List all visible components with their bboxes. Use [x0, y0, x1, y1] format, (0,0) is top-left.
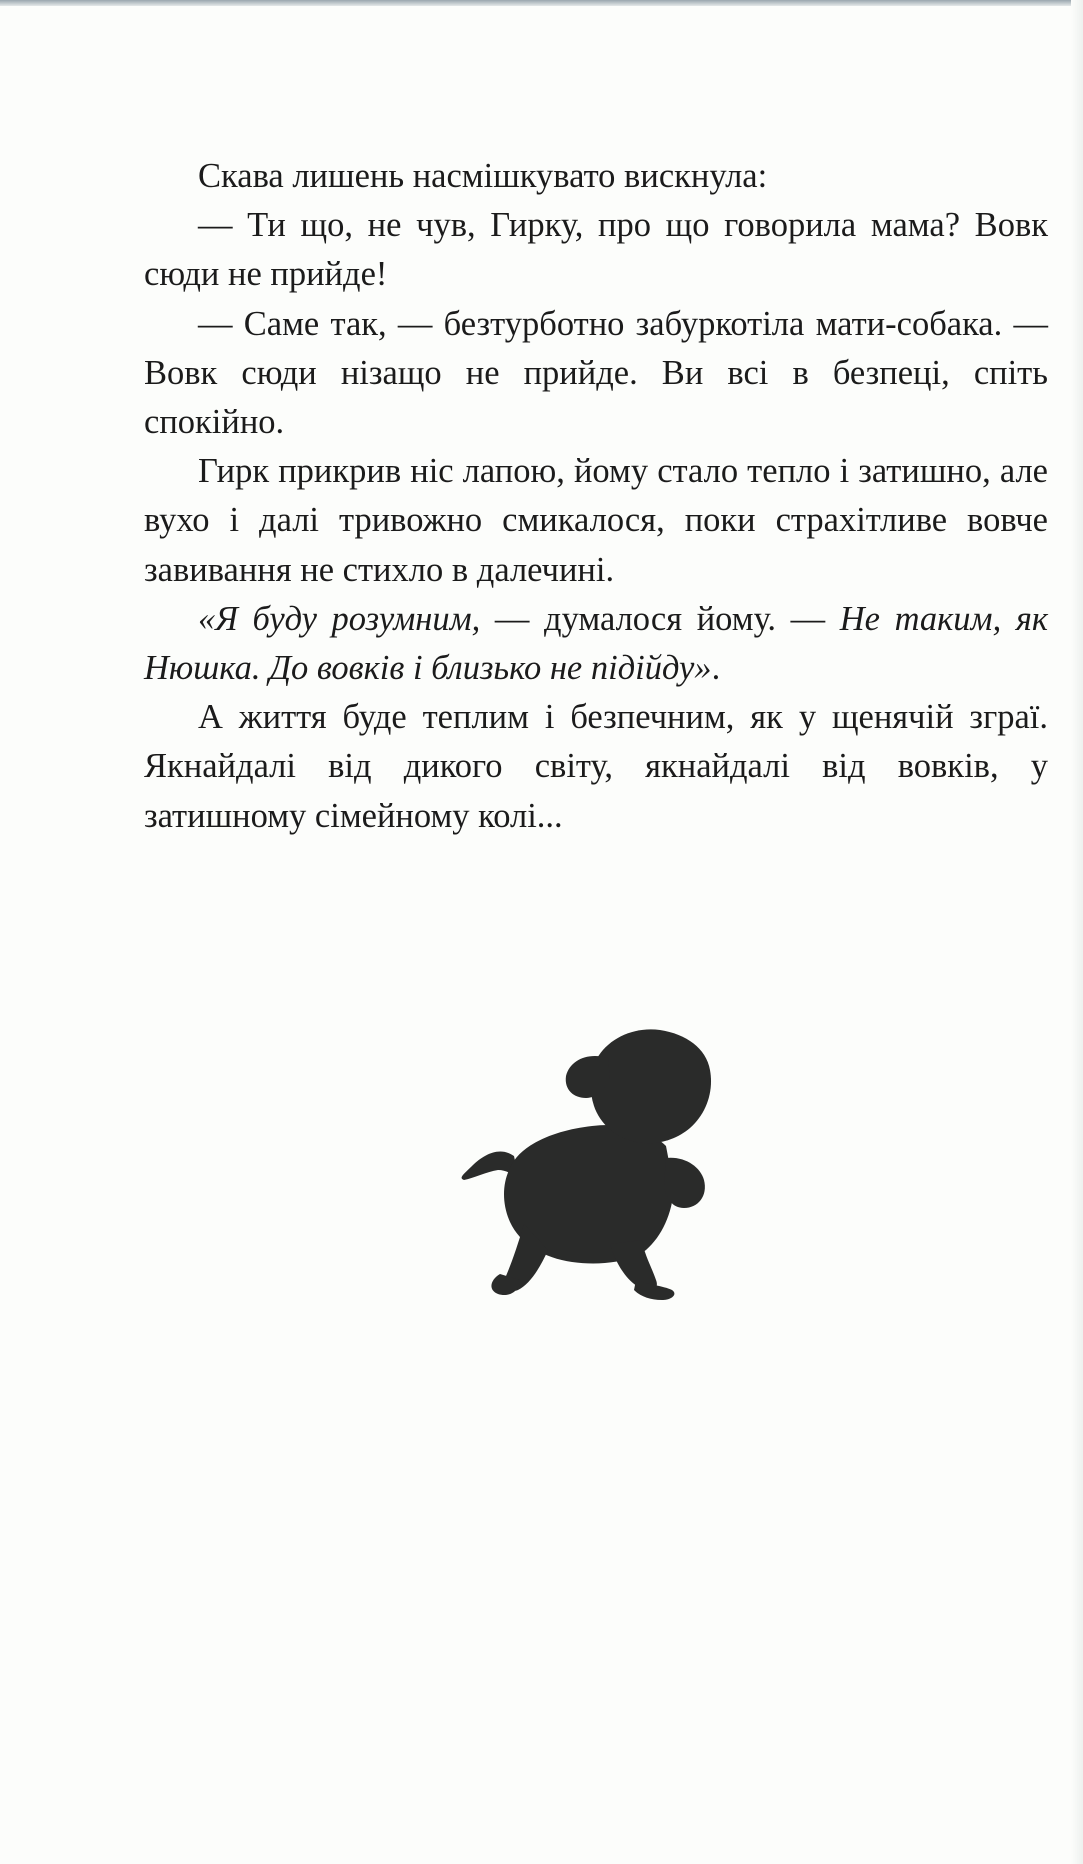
puppy-silhouette-icon [460, 1018, 740, 1308]
inner-quote-end: Не таким, як Нюшка. До вовків і близько не підійду» [144, 599, 1048, 688]
page-right-edge [1071, 0, 1083, 1864]
paragraph-3: — Саме так, — безтурботно забуркотіла мати-собака. — Вовк сюди нізащо не прийде. Ви всі в безпеці, спіть спокійно. [144, 304, 1048, 442]
paragraph-6: А життя буде теплим і безпечним, як у щенячій зграї. Якнайдалі від дикого світу, якнайдалі від вовків, у затишному сімейному колі... [144, 698, 1048, 835]
paragraph-1: Скава лишень насмішкувато вискнула: [198, 157, 768, 195]
narration: — думалося йому. — [480, 599, 840, 638]
paragraph-2: — Ти що, не чув, Гирку, про що говорила мама? Вовк сюди не прийде! [144, 206, 1048, 294]
story-text [144, 152, 1048, 841]
sentence-end: . [711, 649, 721, 688]
paragraph-5 [144, 595, 1048, 693]
page-top-edge [0, 0, 1083, 6]
inner-quote-start: «Я буду розумним, [198, 599, 481, 638]
paragraph-4: Гирк прикрив ніс лапою, йому стало тепло і затишно, але вухо і далі тривожно смикалося, поки страхітливе вовче завивання не стихло в далечині. [144, 452, 1048, 589]
